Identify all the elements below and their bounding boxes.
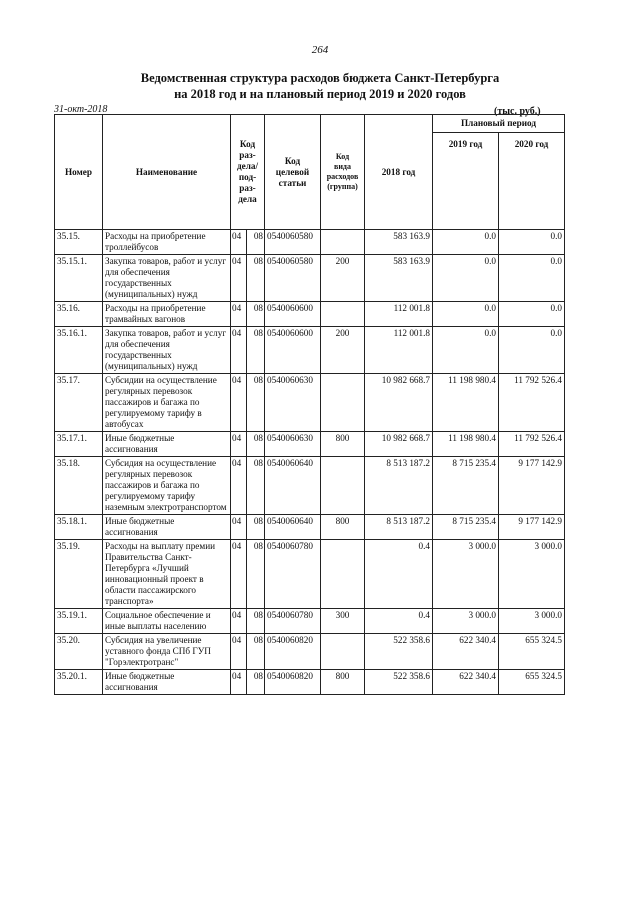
row-value-2018: 583 163.9 xyxy=(365,255,433,302)
row-type-code xyxy=(321,302,365,327)
row-name: Иные бюджетные ассигнования xyxy=(103,515,231,540)
row-section: 04 xyxy=(231,457,247,515)
row-type-code: 800 xyxy=(321,515,365,540)
row-value-2018: 10 982 668.7 xyxy=(365,374,433,432)
row-name: Иные бюджетные ассигнования xyxy=(103,670,231,695)
row-section: 04 xyxy=(231,540,247,609)
row-target-code: 0540060580 xyxy=(265,255,321,302)
row-name: Субсидия на увеличение уставного фонда СПб ГУП "Горэлектротранс" xyxy=(103,634,231,670)
row-type-code: 200 xyxy=(321,327,365,374)
row-value-2018: 8 513 187.2 xyxy=(365,515,433,540)
row-number: 35.17.1. xyxy=(55,432,103,457)
row-type-code xyxy=(321,634,365,670)
title-line-2: на 2018 год и на плановый период 2019 и 2020 годов xyxy=(174,87,466,101)
row-number: 35.20. xyxy=(55,634,103,670)
row-target-code: 0540060780 xyxy=(265,540,321,609)
table-row xyxy=(55,255,565,302)
row-subsection: 08 xyxy=(247,374,265,432)
row-value-2019: 622 340.4 xyxy=(433,670,499,695)
row-value-2018: 522 358.6 xyxy=(365,634,433,670)
row-section: 04 xyxy=(231,670,247,695)
row-target-code: 0540060820 xyxy=(265,634,321,670)
row-name: Субсидии на осуществление регулярных перевозок пассажиров и багажа по регулируемому тарифу в автобусах xyxy=(103,374,231,432)
table-row xyxy=(55,230,565,255)
row-value-2019: 3 000.0 xyxy=(433,540,499,609)
row-subsection: 08 xyxy=(247,255,265,302)
row-target-code: 0540060780 xyxy=(265,609,321,634)
row-subsection: 08 xyxy=(247,432,265,457)
table-row xyxy=(55,634,565,670)
header-2020: 2020 год xyxy=(499,133,565,230)
row-number: 35.15.1. xyxy=(55,255,103,302)
row-target-code: 0540060820 xyxy=(265,670,321,695)
row-type-code xyxy=(321,230,365,255)
row-subsection: 08 xyxy=(247,670,265,695)
row-number: 35.18. xyxy=(55,457,103,515)
row-type-code: 800 xyxy=(321,432,365,457)
row-section: 04 xyxy=(231,634,247,670)
row-type-code xyxy=(321,540,365,609)
table-body xyxy=(55,230,565,695)
row-section: 04 xyxy=(231,302,247,327)
table-row xyxy=(55,327,565,374)
row-value-2019: 11 198 980.4 xyxy=(433,432,499,457)
row-value-2019: 3 000.0 xyxy=(433,609,499,634)
row-section: 04 xyxy=(231,255,247,302)
row-value-2018: 522 358.6 xyxy=(365,670,433,695)
row-type-code xyxy=(321,457,365,515)
row-value-2020: 9 177 142.9 xyxy=(499,515,565,540)
row-value-2020: 9 177 142.9 xyxy=(499,457,565,515)
header-section-code: Код раз- дела/ под- раз- дела xyxy=(231,115,265,230)
row-type-code: 300 xyxy=(321,609,365,634)
row-subsection: 08 xyxy=(247,540,265,609)
row-value-2019: 8 715 235.4 xyxy=(433,515,499,540)
row-subsection: 08 xyxy=(247,609,265,634)
row-section: 04 xyxy=(231,374,247,432)
row-subsection: 08 xyxy=(247,302,265,327)
table-row xyxy=(55,457,565,515)
document-date: 31-окт-2018 xyxy=(54,104,108,115)
row-value-2019: 0.0 xyxy=(433,255,499,302)
table-header xyxy=(55,115,565,230)
page-number: 264 xyxy=(311,44,329,56)
table-row xyxy=(55,432,565,457)
row-subsection: 08 xyxy=(247,230,265,255)
row-value-2019: 0.0 xyxy=(433,327,499,374)
row-target-code: 0540060600 xyxy=(265,327,321,374)
row-number: 35.18.1. xyxy=(55,515,103,540)
row-value-2020: 0.0 xyxy=(499,327,565,374)
row-type-code xyxy=(321,374,365,432)
row-target-code: 0540060630 xyxy=(265,432,321,457)
row-section: 04 xyxy=(231,230,247,255)
row-value-2018: 0.4 xyxy=(365,540,433,609)
row-name: Закупка товаров, работ и услуг для обеспечения государственных (муниципальных) нужд xyxy=(103,255,231,302)
header-type-code: Код вида расходов (группа) xyxy=(321,115,365,230)
row-value-2018: 112 001.8 xyxy=(365,327,433,374)
row-value-2019: 622 340.4 xyxy=(433,634,499,670)
table-row xyxy=(55,374,565,432)
row-type-code: 200 xyxy=(321,255,365,302)
row-value-2020: 11 792 526.4 xyxy=(499,432,565,457)
row-type-code: 800 xyxy=(321,670,365,695)
row-value-2020: 655 324.5 xyxy=(499,670,565,695)
row-number: 35.19. xyxy=(55,540,103,609)
row-value-2018: 8 513 187.2 xyxy=(365,457,433,515)
header-name: Наименование xyxy=(103,115,231,230)
table-row xyxy=(55,540,565,609)
table-row xyxy=(55,302,565,327)
header-number: Номер xyxy=(55,115,103,230)
title-line-1: Ведомственная структура расходов бюджета Санкт-Петербурга xyxy=(140,71,500,85)
row-value-2020: 11 792 526.4 xyxy=(499,374,565,432)
row-value-2019: 0.0 xyxy=(433,230,499,255)
row-name: Расходы на приобретение трамвайных вагонов xyxy=(103,302,231,327)
row-value-2018: 10 982 668.7 xyxy=(365,432,433,457)
units-label: (тыс. руб.) xyxy=(494,106,541,117)
table-row xyxy=(55,609,565,634)
row-name: Расходы на приобретение троллейбусов xyxy=(103,230,231,255)
header-2019: 2019 год xyxy=(433,133,499,230)
row-number: 35.16.1. xyxy=(55,327,103,374)
row-number: 35.16. xyxy=(55,302,103,327)
row-target-code: 0540060580 xyxy=(265,230,321,255)
row-section: 04 xyxy=(231,515,247,540)
row-value-2018: 112 001.8 xyxy=(365,302,433,327)
header-target-code: Код целевой статьи xyxy=(265,115,321,230)
row-number: 35.19.1. xyxy=(55,609,103,634)
row-target-code: 0540060640 xyxy=(265,457,321,515)
row-value-2018: 583 163.9 xyxy=(365,230,433,255)
row-name: Закупка товаров, работ и услуг для обеспечения государственных (муниципальных) нужд xyxy=(103,327,231,374)
row-value-2018: 0.4 xyxy=(365,609,433,634)
row-number: 35.15. xyxy=(55,230,103,255)
row-value-2019: 8 715 235.4 xyxy=(433,457,499,515)
row-value-2020: 655 324.5 xyxy=(499,634,565,670)
row-section: 04 xyxy=(231,327,247,374)
row-value-2019: 11 198 980.4 xyxy=(433,374,499,432)
budget-table xyxy=(54,114,565,695)
row-subsection: 08 xyxy=(247,457,265,515)
row-value-2020: 3 000.0 xyxy=(499,609,565,634)
row-name: Расходы на выплату премии Правительства Санкт-Петербурга «Лучший инновационный проект в области пассажирского транспорта» xyxy=(103,540,231,609)
row-name: Социальное обеспечение и иные выплаты населению xyxy=(103,609,231,634)
row-value-2020: 0.0 xyxy=(499,255,565,302)
row-subsection: 08 xyxy=(247,634,265,670)
row-value-2020: 3 000.0 xyxy=(499,540,565,609)
row-name: Субсидия на осуществление регулярных перевозок пассажиров и багажа по регулируемому тарифу наземным электротранспортом xyxy=(103,457,231,515)
row-section: 04 xyxy=(231,609,247,634)
row-number: 35.17. xyxy=(55,374,103,432)
row-subsection: 08 xyxy=(247,327,265,374)
row-value-2019: 0.0 xyxy=(433,302,499,327)
row-section: 04 xyxy=(231,432,247,457)
row-target-code: 0540060640 xyxy=(265,515,321,540)
table-row xyxy=(55,670,565,695)
row-number: 35.20.1. xyxy=(55,670,103,695)
row-target-code: 0540060600 xyxy=(265,302,321,327)
row-name: Иные бюджетные ассигнования xyxy=(103,432,231,457)
document-title xyxy=(0,70,640,102)
row-value-2020: 0.0 xyxy=(499,230,565,255)
header-planned-period: Плановый период xyxy=(433,115,565,133)
row-subsection: 08 xyxy=(247,515,265,540)
table-row xyxy=(55,515,565,540)
row-value-2020: 0.0 xyxy=(499,302,565,327)
header-2018: 2018 год xyxy=(365,115,433,230)
row-target-code: 0540060630 xyxy=(265,374,321,432)
